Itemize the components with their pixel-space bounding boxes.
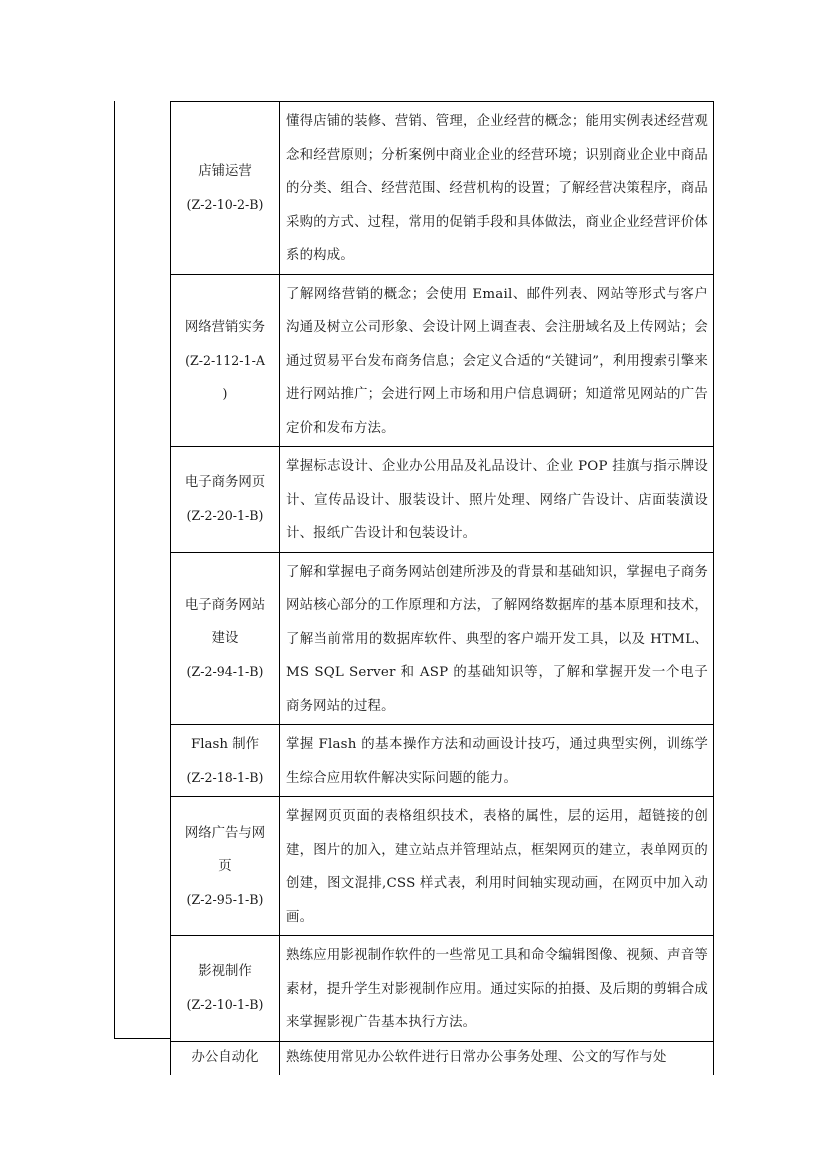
table-row <box>171 552 714 725</box>
course-code: (Z-2-112-1-A <box>185 352 265 368</box>
course-table <box>170 101 714 1075</box>
course-description: 熟练使用常见办公软件进行日常办公事务处理、公文的写作与处 <box>280 1041 714 1075</box>
table-row <box>171 797 714 936</box>
course-code: (Z-2-20-1-B) <box>186 508 264 524</box>
course-code-continued: ) <box>222 385 228 401</box>
course-name: 店铺运营 <box>198 163 252 179</box>
course-description: 掌握网页页面的表格组织技术，表格的属性，层的运用，超链接的创建，图片的加入，建立站点并管理站点，框架网页的建立，表单网页的创建，图文混排,CSS 样式表，利用时间轴实现动画，在网页中加入动画。 <box>280 797 714 936</box>
course-name: 电子商务网页 <box>184 475 266 491</box>
course-description: 了解网络营销的概念；会使用 Email、邮件列表、网站等形式与客户沟通及树立公司形象、会设计网上调查表、会注册域名及上传网站；会通过贸易平台发布商务信息；会定义合适的“关键词”，利用搜索引擎来进行网站推广；会进行网上市场和用户信息调研；知道常见网站的广告定价和发布方法。 <box>280 274 714 447</box>
course-code: (Z-2-10-1-B) <box>186 997 264 1013</box>
table-row <box>171 725 714 797</box>
course-description: 了解和掌握电子商务网站创建所涉及的背景和基础知识，掌握电子商务网站核心部分的工作原理和方法，了解网络数据库的基本原理和技术，了解当前常用的数据库软件、典型的客户端开发工具，以及 HTML、MS SQL Server 和 ASP 的基础知识等，了解和掌握开发一个电子商务网站的过程。 <box>280 552 714 725</box>
course-name-cell <box>171 274 280 447</box>
outer-table-bottom-border <box>114 1038 170 1039</box>
course-name: 网络广告与网 <box>184 825 266 841</box>
course-description: 掌握标志设计、企业办公用品及礼品设计、企业 POP 挂旗与指示牌设计、宣传品设计、服装设计、照片处理、网络广告设计、店面装潢设计、报纸广告设计和包装设计。 <box>280 447 714 553</box>
course-name-cell <box>171 552 280 725</box>
course-name-cell <box>171 797 280 936</box>
course-name: 网络营销实务 <box>184 319 266 335</box>
course-name-cell <box>171 725 280 797</box>
course-description: 掌握 Flash 的基本操作方法和动画设计技巧，通过典型实例，训练学生综合应用软件解决实际问题的能力。 <box>280 725 714 797</box>
course-code: (Z-2-94-1-B) <box>186 663 264 679</box>
course-description: 懂得店铺的装修、营销、管理，企业经营的概念；能用实例表述经营观念和经营原则；分析案例中商业企业的经营环境；识别商业企业中商品的分类、组合、经营范围、经营机构的设置；了解经营决策程序，商品采购的方式、过程，常用的促销手段和具体做法，商业企业经营评价体系的构成。 <box>280 102 714 275</box>
course-name-cell <box>171 447 280 553</box>
table-row <box>171 447 714 553</box>
course-name-cell <box>171 102 280 275</box>
course-name-cell <box>171 1041 280 1075</box>
outer-table-left-border <box>114 101 115 1039</box>
table-row <box>171 1041 714 1075</box>
course-name: 影视制作 <box>198 964 252 980</box>
course-name: 电子商务网站 <box>184 597 266 613</box>
course-name-cell <box>171 936 280 1042</box>
course-code: (Z-2-95-1-B) <box>186 891 264 907</box>
course-description: 熟练应用影视制作软件的一些常见工具和命令编辑图像、视频、声音等素材，提升学生对影视制作应用。通过实际的拍摄、及后期的剪辑合成来掌握影视广告基本执行方法。 <box>280 936 714 1042</box>
course-name-continued: 页 <box>218 858 232 874</box>
table-row <box>171 936 714 1042</box>
course-name: Flash 制作 <box>190 736 260 752</box>
course-code: (Z-2-18-1-B) <box>186 769 264 785</box>
table-row <box>171 102 714 275</box>
course-name: 办公自动化 <box>191 1049 259 1065</box>
table-row <box>171 274 714 447</box>
course-name-continued: 建设 <box>211 630 239 646</box>
course-code: (Z-2-10-2-B) <box>186 196 264 212</box>
